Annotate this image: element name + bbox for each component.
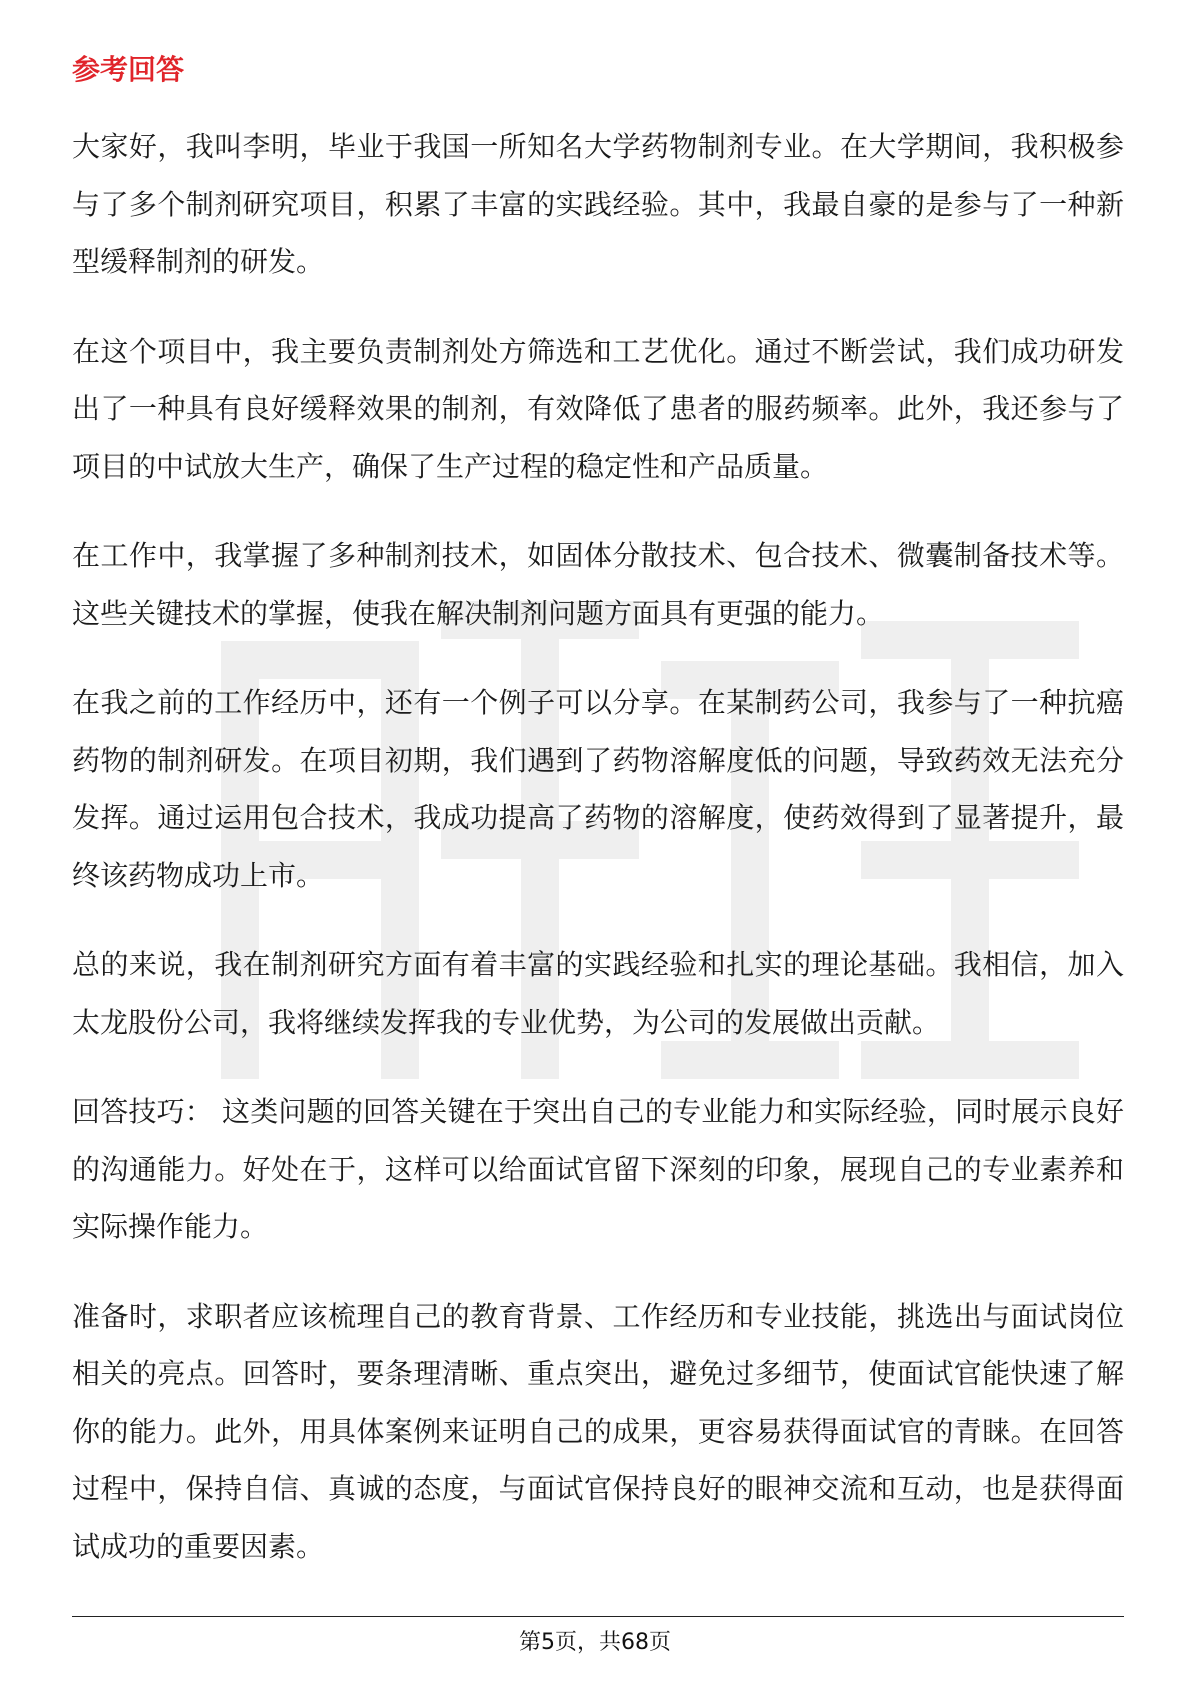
paragraph-tips: 回答技巧： 这类问题的回答关键在于突出自己的专业能力和实际经验，同时展示良好的沟通能力。好处在于，这样可以给面试官留下深刻的印象，展现自己的专业素养和实际操作能力。 [72,1095,1124,1243]
answer-heading: 参考回答 [72,53,185,86]
paragraph-example: 在我之前的工作经历中，还有一个例子可以分享。在某制药公司，我参与了一种抗癌药物的制剂研发。在项目初期，我们遇到了药物溶解度低的问题，导致药效无法充分发挥。通过运用包合技术，我成功提高了药物的溶解度，使药效得到了显著提升，最终该药物成功上市。 [72,686,1124,892]
paragraph-summary: 总的来说，我在制剂研究方面有着丰富的实践经验和扎实的理论基础。我相信，加入太龙股份公司，我将继续发挥我的专业优势，为公司的发展做出贡献。 [72,948,1124,1039]
paragraph-intro: 大家好，我叫李明，毕业于我国一所知名大学药物制剂专业。在大学期间，我积极参与了多个制剂研究项目，积累了丰富的实践经验。其中，我最自豪的是参与了一种新型缓释制剂的研发。 [72,130,1124,278]
paragraph-skills: 在工作中，我掌握了多种制剂技术，如固体分散技术、包合技术、微囊制备技术等。这些关键技术的掌握，使我在解决制剂问题方面具有更强的能力。 [72,539,1124,630]
footer-divider [72,1616,1124,1617]
paragraph-preparation: 准备时，求职者应该梳理自己的教育背景、工作经历和专业技能，挑选出与面试岗位相关的亮点。回答时，要条理清晰、重点突出，避免过多细节，使面试官能快速了解你的能力。此外，用具体案例来证明自己的成果，更容易获得面试官的青睐。在回答过程中，保持自信、真诚的态度，与面试官保持良好的眼神交流和互动，也是获得面试成功的重要因素。 [72,1299,1124,1563]
page-number: 第5页，共68页 [519,1630,671,1655]
paragraph-project: 在这个项目中，我主要负责制剂处方筛选和工艺优化。通过不断尝试，我们成功研发出了一种具有良好缓释效果的制剂，有效降低了患者的服药频率。此外，我还参与了项目的中试放大生产，确保了生产过程的稳定性和产品质量。 [72,334,1124,483]
answer-body [72,118,1124,1607]
